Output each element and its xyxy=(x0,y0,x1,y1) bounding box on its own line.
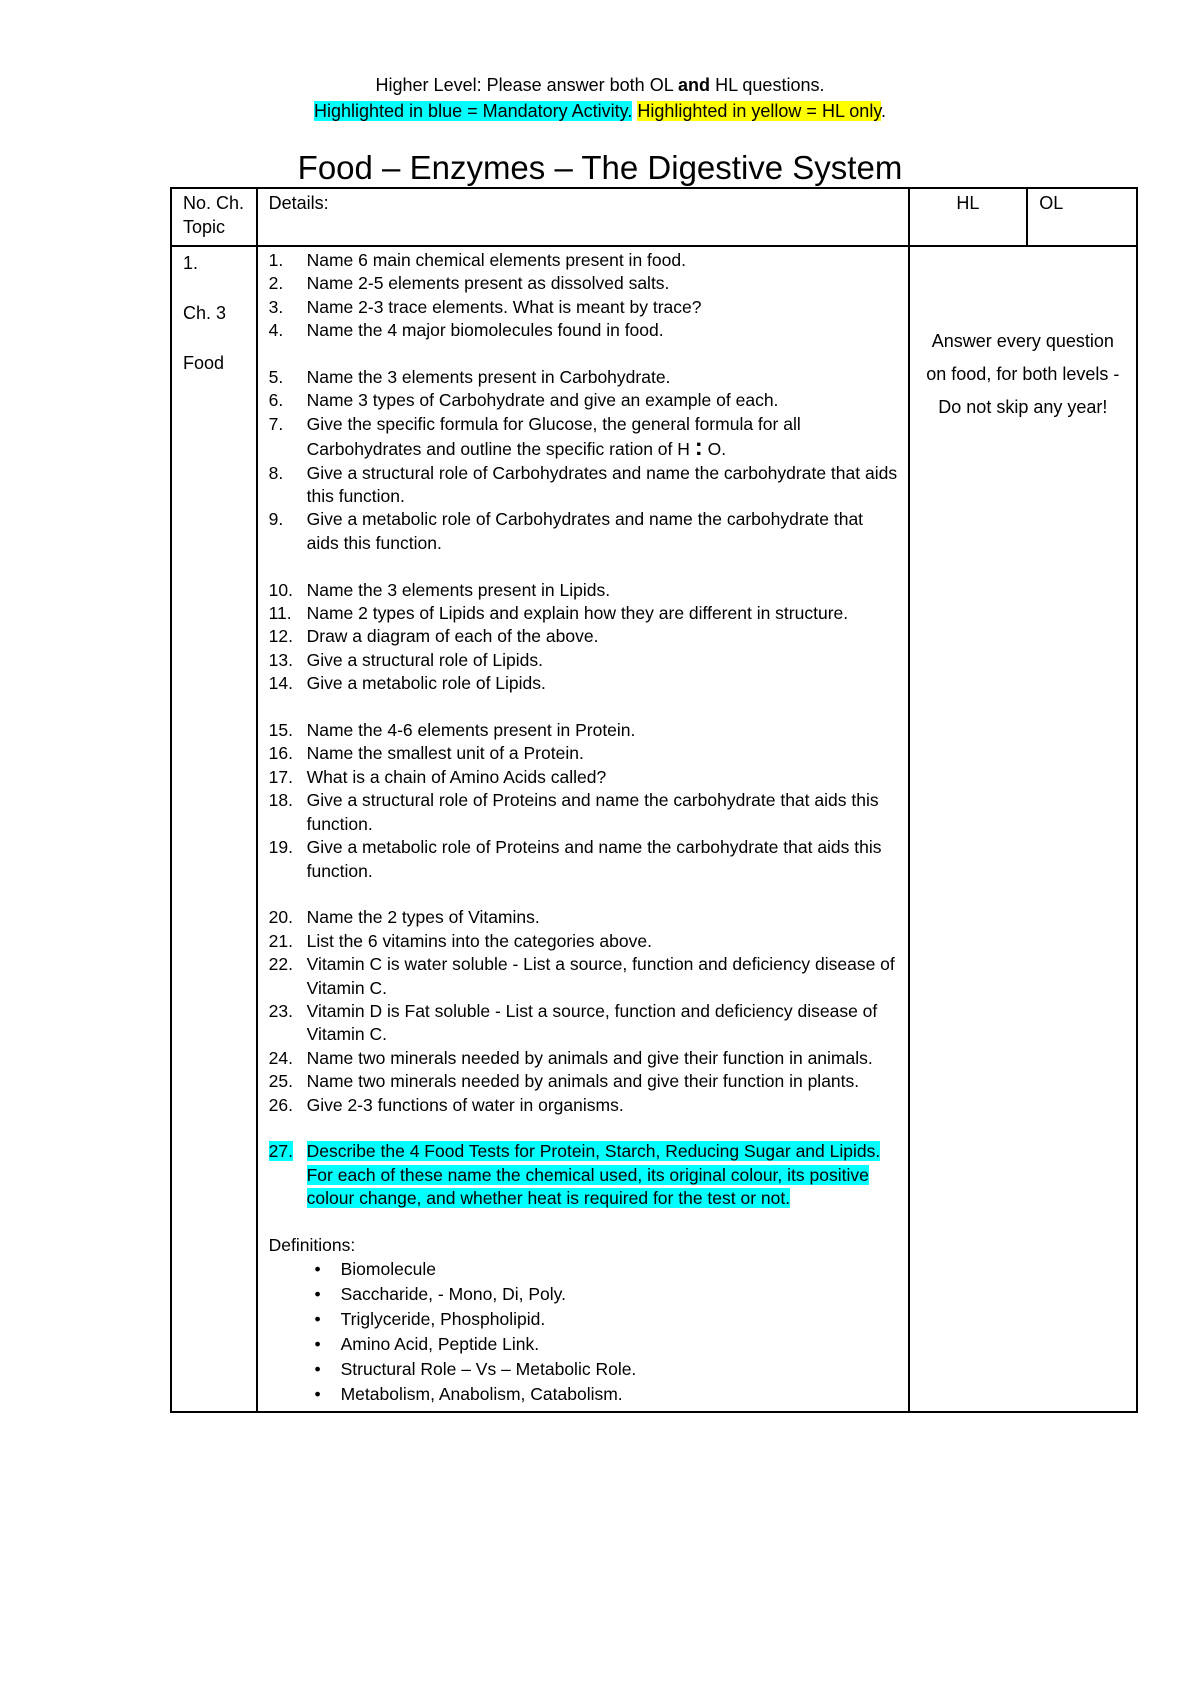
list-item: 20. Name the 2 types of Vitamins. xyxy=(268,907,540,928)
list-item: 6. Name 3 types of Carbohydrate and give an example of each. xyxy=(268,390,779,411)
list-item: 12. Draw a diagram of each of the above. xyxy=(268,626,599,647)
table-header-row xyxy=(171,188,1137,246)
instructions-line-2: Highlighted in blue = Mandatory Activity. Highlighted in yellow = HL only. xyxy=(313,101,886,121)
list-item: 11. Name 2 types of Lipids and explain how they are different in structure. xyxy=(268,603,849,624)
header-ol: OL xyxy=(1027,188,1137,246)
list-item: • Biomolecule xyxy=(269,1257,900,1282)
list-item: 5. Name the 3 elements present in Carbohydrate. xyxy=(268,367,671,388)
question-list xyxy=(269,249,900,1211)
list-item: • Metabolism, Anabolism, Catabolism. xyxy=(269,1382,900,1407)
list-item: 17. What is a chain of Amino Acids called? xyxy=(268,766,607,787)
topic-chapter: Ch. 3 xyxy=(183,303,227,323)
definitions-label: Definitions: xyxy=(268,1234,356,1255)
list-item: • Saccharide, - Mono, Di, Poly. xyxy=(269,1282,900,1307)
list-item: 23. Vitamin D is Fat soluble - List a source, function and deficiency disease of Vitamin C. xyxy=(268,1000,878,1045)
page-title: Food – Enzymes – The Digestive System xyxy=(297,149,903,186)
list-item: 9. Give a metabolic role of Carbohydrates and name the carbohydrate that aids this function. xyxy=(268,509,864,553)
topic-name: Food xyxy=(183,353,225,373)
question-table xyxy=(170,187,1138,1413)
list-item: 2. Name 2-5 elements present as dissolved salts. xyxy=(268,273,670,294)
list-item: 7. Give the specific formula for Glucose, the general formula for all Carbohydrates and outline the specific ration of H : O. xyxy=(268,413,801,462)
definitions-list xyxy=(269,1257,900,1407)
header-hl: HL xyxy=(909,188,1028,246)
bullet-icon: • xyxy=(314,1334,321,1355)
details-cell xyxy=(257,246,909,1412)
instructions-line-1: Higher Level: Please answer both OL and HL questions. xyxy=(375,75,825,95)
bullet-icon: • xyxy=(314,1384,321,1405)
list-item: 19. Give a metabolic role of Proteins and name the carbohydrate that aids this function. xyxy=(268,837,882,881)
header-topic: No. Ch. Topic xyxy=(171,188,257,246)
list-item: 8. Give a structural role of Carbohydrates and name the carbohydrate that aids this function. xyxy=(268,462,898,507)
topic-cell xyxy=(171,246,257,1412)
yellow-highlight-note: Highlighted in yellow = HL only xyxy=(637,101,881,121)
list-item: • Structural Role – Vs – Metabolic Role. xyxy=(269,1357,900,1382)
blue-highlight-note: Highlighted in blue = Mandatory Activity. xyxy=(313,101,633,121)
table-row-food xyxy=(171,246,1137,1412)
list-item: 3. Name 2-3 trace elements. What is meant by trace? xyxy=(268,296,702,317)
list-item: 1. Name 6 main chemical elements present in food. xyxy=(268,250,686,270)
list-item: 25. Name two minerals needed by animals and give their function in plants. xyxy=(268,1071,860,1092)
header-details: Details: xyxy=(257,188,909,246)
list-item: 10. Name the 3 elements present in Lipids. xyxy=(268,579,611,600)
list-item: 21. List the 6 vitamins into the categories above. xyxy=(268,930,652,951)
list-item: • Amino Acid, Peptide Link. xyxy=(269,1332,900,1357)
bullet-icon: • xyxy=(314,1259,321,1280)
list-item: • Triglyceride, Phospholipid. xyxy=(269,1307,900,1332)
list-item: 4. Name the 4 major biomolecules found in food. xyxy=(268,320,664,341)
list-item: 26. Give 2-3 functions of water in organisms. xyxy=(268,1094,624,1115)
list-item: 15. Name the 4-6 elements present in Protein. xyxy=(268,720,636,741)
bullet-icon: • xyxy=(314,1284,321,1305)
bullet-icon: • xyxy=(314,1309,321,1330)
list-item: 14. Give a metabolic role of Lipids. xyxy=(268,673,546,694)
bullet-icon: • xyxy=(314,1359,321,1380)
list-item: 22. Vitamin C is water soluble - List a source, function and deficiency disease of Vitamin C. xyxy=(268,954,895,998)
instructions-header xyxy=(0,72,1200,124)
mandatory-activity-item: 27. Describe the 4 Food Tests for Protein, Starch, Reducing Sugar and Lipids. For each of these name the chemical used, its original colour, its positive colour change, and whether heat is required for the test or not. xyxy=(268,1141,881,1209)
list-item: 18. Give a structural role of Proteins and name the carbohydrate that aids this function. xyxy=(268,790,879,834)
list-item: 24. Name two minerals needed by animals and give their function in animals. xyxy=(268,1047,873,1068)
list-item: 13. Give a structural role of Lipids. xyxy=(268,649,543,670)
list-item: 16. Name the smallest unit of a Protein. xyxy=(268,743,584,764)
topic-number: 1. xyxy=(183,253,199,273)
answer-note: Answer every question on food, for both levels - Do not skip any year! xyxy=(909,246,1137,1412)
